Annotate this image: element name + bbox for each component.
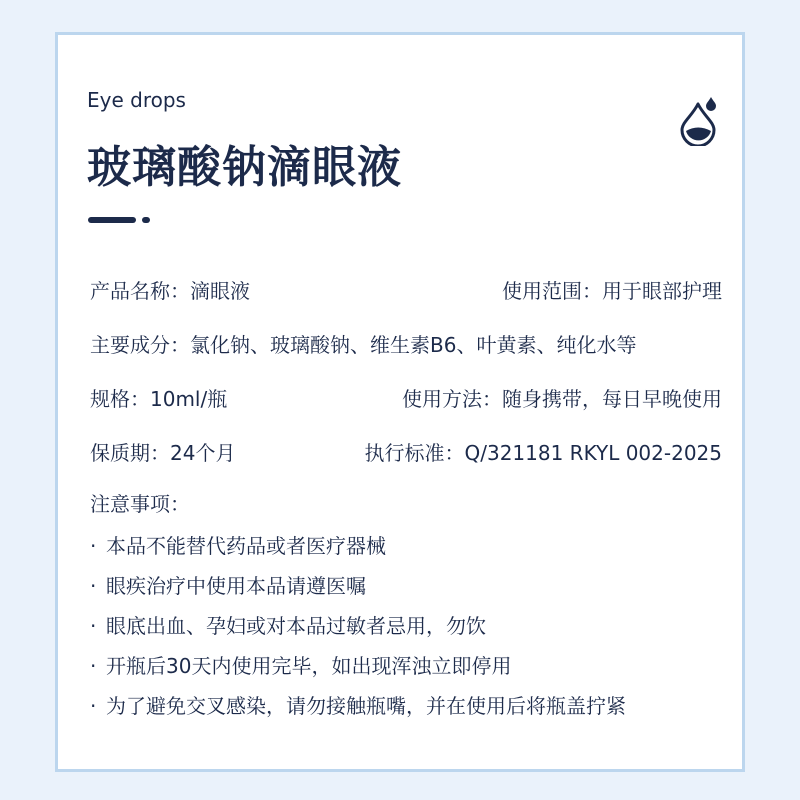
execution-standard: 执行标准：Q/321181 RKYL 002-2025 — [364, 441, 722, 465]
product-subtitle: Eye drops — [87, 88, 186, 112]
notice-item-text: 开瓶后30天内使用完毕，如出现浑浊立即停用 — [106, 654, 512, 678]
bullet-mark: · — [90, 654, 97, 678]
title-divider-dot — [142, 217, 150, 223]
notice-item-text: 眼疾治疗中使用本品请遵医嘱 — [106, 574, 366, 598]
notice-item — [90, 650, 626, 690]
bullet-mark: · — [90, 574, 97, 598]
notice-item — [90, 610, 626, 650]
notice-item — [90, 690, 626, 730]
notice-list — [90, 530, 626, 730]
title-divider — [88, 217, 136, 223]
bullet-mark: · — [90, 694, 97, 718]
usage-method: 使用方法：随身携带，每日早晚使用 — [402, 387, 722, 411]
product-title: 玻璃酸钠滴眼液 — [87, 142, 402, 193]
notice-item — [90, 530, 626, 570]
notice-item-text: 为了避免交叉感染，请勿接触瓶嘴，并在使用后将瓶盖拧紧 — [106, 694, 626, 718]
notice-item-text: 眼底出血、孕妇或对本品过敏者忌用，勿饮 — [106, 614, 486, 638]
shelf-life: 保质期：24个月 — [90, 441, 236, 465]
bullet-mark: · — [90, 614, 97, 638]
usage-scope: 使用范围：用于眼部护理 — [502, 279, 722, 303]
main-ingredients: 主要成分：氯化钠、玻璃酸钠、维生素B6、叶黄素、纯化水等 — [90, 333, 637, 357]
notice-title: 注意事项： — [90, 492, 190, 516]
notice-item-text: 本品不能替代药品或者医疗器械 — [106, 534, 386, 558]
notice-item — [90, 570, 626, 610]
bullet-mark: · — [90, 534, 97, 558]
specification: 规格：10ml/瓶 — [90, 387, 228, 411]
product-name: 产品名称：滴眼液 — [90, 279, 250, 303]
water-drop-icon — [678, 94, 722, 146]
